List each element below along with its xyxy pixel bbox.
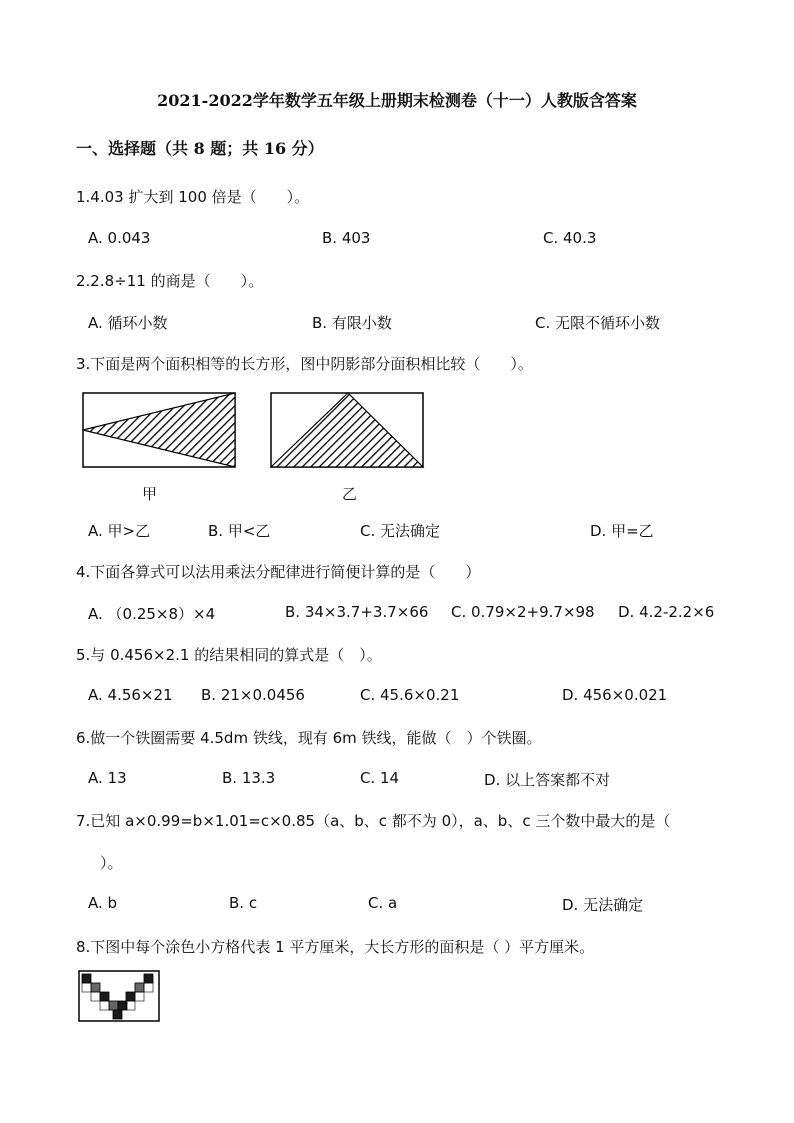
q7-option-d: D. 无法确定 <box>562 896 644 914</box>
grid-figure <box>78 970 162 1024</box>
q2-option-c: C. 无限不循环小数 <box>535 314 661 332</box>
q5-option-a: A. 4.56×21 <box>88 686 173 704</box>
question-2-text: 2.2.8÷11 的商是（ ）。 <box>76 272 264 290</box>
q3-option-c: C. 无法确定 <box>360 522 441 540</box>
question-8-text: 8.下图中每个涂色小方格代表 1 平方厘米，大长方形的面积是（ ）平方厘米。 <box>76 938 595 956</box>
figure-jia <box>80 390 240 470</box>
q1-option-a: A. 0.043 <box>88 229 151 247</box>
question-3-text: 3.下面是两个面积相等的长方形，图中阴影部分面积相比较（ ）。 <box>76 355 533 373</box>
q7-option-b: B. c <box>229 894 258 912</box>
figure-yi <box>268 390 428 470</box>
page-title: 2021-2022学年数学五年级上册期末检测卷（十一）人教版含答案 <box>157 91 637 110</box>
section-heading: 一、选择题（共 8 题；共 16 分） <box>76 139 324 158</box>
q2-option-a: A. 循环小数 <box>88 314 168 332</box>
q4-option-a: A. （0.25×8）×4 <box>88 605 216 623</box>
q4-option-c: C. 0.79×2+9.7×98 <box>451 603 595 621</box>
q3-option-d: D. 甲=乙 <box>590 522 654 540</box>
q3-option-b: B. 甲<乙 <box>208 522 271 540</box>
q2-option-b: B. 有限小数 <box>312 314 392 332</box>
question-5-text: 5.与 0.456×2.1 的结果相同的算式是（ ）。 <box>76 646 382 664</box>
q6-option-c: C. 14 <box>360 769 400 787</box>
q3-option-a: A. 甲>乙 <box>88 522 151 540</box>
q5-option-b: B. 21×0.0456 <box>201 686 305 704</box>
q5-option-d: D. 456×0.021 <box>562 686 668 704</box>
q7-option-c: C. a <box>368 894 398 912</box>
question-1-text: 1.4.03 扩大到 100 倍是（ ）。 <box>76 188 310 206</box>
q6-option-b: B. 13.3 <box>222 769 276 787</box>
q5-option-c: C. 45.6×0.21 <box>360 686 460 704</box>
question-4-text: 4.下面各算式可以法用乘法分配律进行简便计算的是（ ） <box>76 563 481 581</box>
q1-option-c: C. 40.3 <box>543 229 597 247</box>
q6-option-a: A. 13 <box>88 769 127 787</box>
q4-option-d: D. 4.2-2.2×6 <box>618 603 715 621</box>
question-7-text: 7.已知 a×0.99=b×1.01=c×0.85（a、b、c 都不为 0），a、b、c 三个数中最大的是（ <box>76 812 671 830</box>
figure-label-yi: 乙 <box>342 485 358 503</box>
q6-option-d: D. 以上答案都不对 <box>484 771 611 789</box>
figure-label-jia: 甲 <box>142 485 158 503</box>
q7-option-a: A. b <box>88 894 118 912</box>
question-6-text: 6.做一个铁圈需要 4.5dm 铁线，现有 6m 铁线，能做（ ）个铁圈。 <box>76 729 542 747</box>
question-7-text-continued: ）。 <box>100 854 123 872</box>
q1-option-b: B. 403 <box>322 229 371 247</box>
q4-option-b: B. 34×3.7+3.7×66 <box>285 603 429 621</box>
